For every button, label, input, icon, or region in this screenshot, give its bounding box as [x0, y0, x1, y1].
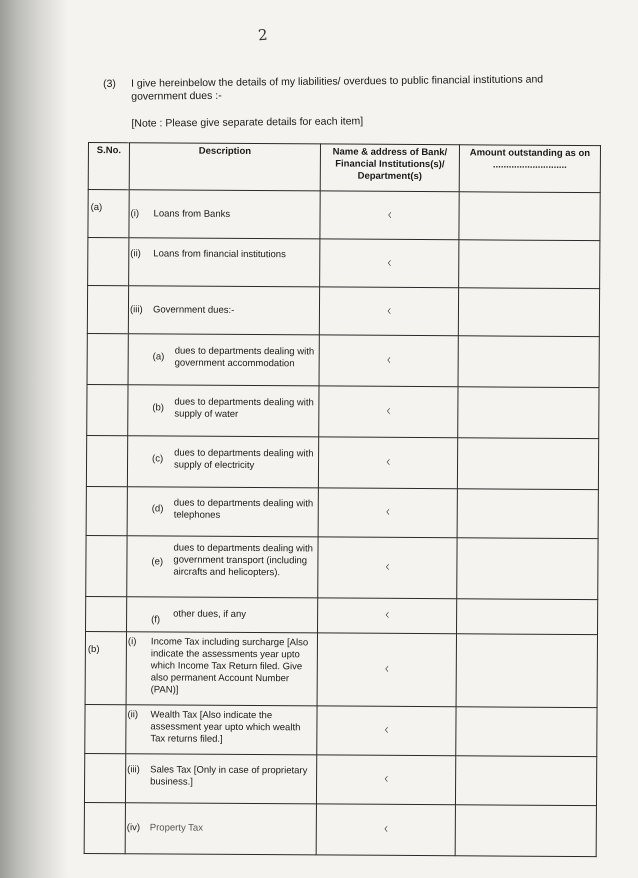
description-text: Income Tax including surcharge [Also indicate the assessments year upto which Income Tax Return filed. Give also permanent Account Number (PAN)]: [150, 636, 309, 696]
sno-label: [85, 803, 125, 815]
table-row: [86, 596, 598, 634]
sub-letter: (d): [151, 503, 164, 515]
sno-label: [87, 536, 127, 548]
sub-letter: (e): [151, 556, 164, 568]
sub-letter: (a): [152, 351, 165, 363]
cell-description: [126, 632, 317, 706]
cell-name-address: [316, 755, 455, 805]
roman-numeral: (ii): [130, 248, 141, 260]
description-text: dues to departments dealing with supply of electricity: [173, 447, 314, 472]
sno-label: [85, 754, 125, 766]
sno-label: (a): [90, 202, 103, 214]
cell-sno: [84, 802, 125, 853]
cell-description: [129, 190, 320, 239]
cell-sno: [84, 753, 125, 802]
handwritten-dash-mark: ᚲ: [385, 255, 394, 272]
handwritten-dash-mark: ᚲ: [382, 661, 392, 678]
cell-name-address: [319, 287, 458, 336]
cell-amount: [456, 707, 597, 757]
cell-sno: [85, 704, 126, 753]
handwritten-dash-mark: ᚲ: [382, 722, 391, 739]
cell-amount: [455, 756, 596, 806]
cell-name-address: [316, 804, 455, 856]
cell-amount: [458, 288, 599, 337]
cell-description: [125, 803, 316, 855]
cell-description: [128, 385, 319, 437]
table-row: [86, 486, 598, 538]
cell-amount: [459, 192, 600, 241]
sno-label: [88, 286, 128, 298]
table-row: [87, 333, 599, 387]
cell-amount: [457, 599, 598, 635]
cell-description: [125, 754, 316, 804]
cell-name-address: [318, 437, 457, 489]
description-text: Loans from Banks: [153, 208, 231, 220]
handwritten-dash-mark: ᚲ: [383, 559, 392, 576]
table-row: [84, 753, 596, 805]
roman-numeral: (i): [130, 208, 140, 220]
sno-label: [88, 334, 128, 346]
cell-description: [127, 487, 318, 537]
handwritten-dash-mark: ᚲ: [383, 504, 392, 521]
table-row: [85, 631, 597, 707]
table-row: [88, 238, 600, 289]
cell-description: [128, 334, 319, 386]
cell-name-address: [319, 386, 458, 438]
cell-name-address: [318, 488, 457, 538]
description-text: Property Tax: [149, 822, 204, 834]
handwritten-dash-mark: ᚲ: [384, 352, 393, 369]
table-header-row: [88, 143, 600, 193]
table-row: [85, 704, 597, 756]
intro-note: [Note : Please give separate details for each item]: [131, 115, 364, 130]
handwritten-dash-mark: ᚲ: [383, 454, 393, 471]
header-description: Description: [129, 143, 320, 191]
cell-sno: [87, 384, 128, 435]
sno-label: [85, 705, 125, 717]
cell-name-address: [317, 633, 456, 707]
cell-sno: [86, 535, 127, 596]
cell-amount: [456, 634, 597, 708]
cell-description: [127, 536, 318, 598]
sub-letter: (b): [152, 402, 165, 414]
table-row: [87, 286, 599, 337]
cell-name-address: [317, 706, 456, 756]
roman-numeral: (iv): [126, 822, 141, 834]
sno-label: [86, 597, 126, 609]
cell-name-address: [320, 191, 459, 240]
roman-numeral: (ii): [127, 709, 139, 721]
intro-text: I give hereinbelow the details of my liabilities/ overdues to public financial institutions and government dues :-: [130, 73, 544, 103]
cell-amount: [457, 538, 598, 600]
handwritten-dash-mark: ᚲ: [384, 303, 394, 320]
page-number: 2: [257, 25, 269, 45]
liabilities-table: [84, 142, 601, 857]
cell-description: [128, 286, 319, 335]
cell-name-address: [320, 239, 459, 288]
cell-amount: [457, 489, 598, 539]
description-text: dues to departments dealing with government accommodation: [174, 345, 315, 370]
description-text: Sales Tax [Only in case of proprietary business.]: [150, 764, 308, 788]
header-name-address: Name & address of Bank/ Financial Institutions(s)/ Department(s): [320, 144, 459, 192]
table-row: [84, 802, 596, 856]
roman-numeral: (i): [127, 636, 137, 648]
cell-sno: [86, 435, 127, 486]
cell-amount: [459, 240, 600, 289]
sub-letter: (c): [152, 453, 164, 465]
description-text: Wealth Tax [Also indicate the assessment year upto which wealth Tax returns filed.]: [150, 709, 301, 745]
cell-description: [126, 705, 317, 755]
cell-sno: [87, 286, 128, 334]
cell-amount: [455, 805, 596, 857]
sno-label: (b): [87, 644, 100, 656]
intro-section: [103, 73, 603, 130]
cell-sno: [86, 486, 127, 535]
cell-amount: [458, 336, 599, 388]
table-row: [88, 190, 600, 241]
cell-sno: [86, 596, 127, 631]
handwritten-dash-mark: ᚲ: [382, 607, 392, 624]
cell-description: [127, 436, 318, 488]
cell-name-address: [318, 598, 457, 634]
roman-numeral: (iii): [127, 764, 140, 776]
sno-label: [87, 385, 127, 397]
handwritten-dash-mark: ᚲ: [384, 403, 393, 420]
cell-description: [129, 238, 320, 287]
cell-amount: [457, 438, 598, 490]
cell-sno: [85, 631, 126, 704]
table-row: [86, 535, 598, 599]
header-amount-outstanding: Amount outstanding as on ............................: [459, 145, 600, 193]
handwritten-dash-mark: ᚲ: [385, 207, 394, 224]
description-text: Government dues:-: [152, 304, 235, 316]
handwritten-dash-mark: ᚲ: [381, 821, 391, 838]
description-text: Loans from financial institutions: [153, 248, 286, 261]
description-text: other dues, if any: [173, 608, 247, 620]
sno-label: [87, 487, 127, 499]
scanned-page-edge-shadow: [0, 0, 68, 878]
description-text: dues to departments dealing with supply of water: [174, 396, 314, 420]
table-row: [87, 384, 599, 438]
handwritten-dash-mark: ᚲ: [381, 771, 391, 788]
section-number: (3): [103, 77, 116, 90]
table-row: [86, 435, 598, 489]
cell-sno: [88, 238, 129, 286]
roman-numeral: (iii): [129, 304, 143, 316]
table-body: [84, 190, 600, 857]
cell-sno: [88, 190, 129, 238]
cell-name-address: [319, 335, 458, 387]
description-text: dues to departments dealing with government transport (including aircrafts and helicopters).: [173, 542, 313, 579]
cell-description: [127, 597, 318, 633]
sno-label: [88, 238, 128, 250]
cell-name-address: [318, 537, 457, 599]
sub-letter: (f): [151, 614, 161, 626]
sno-label: [87, 436, 127, 448]
cell-sno: [87, 333, 128, 384]
description-text: dues to departments dealing with telephones: [173, 497, 314, 521]
header-sno: S.No.: [88, 143, 129, 190]
cell-amount: [458, 387, 599, 439]
